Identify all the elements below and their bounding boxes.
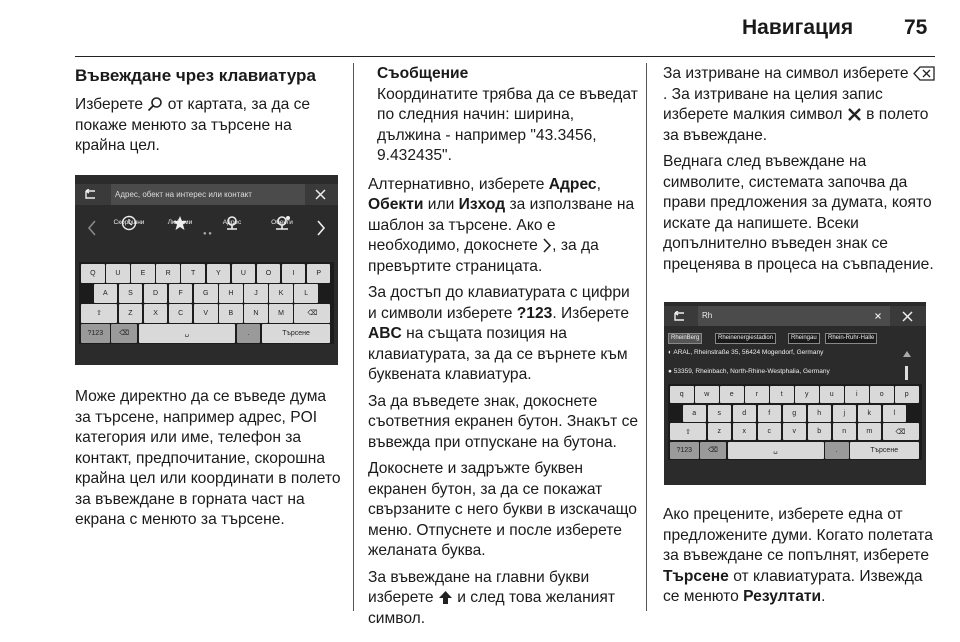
- header-rule: [75, 56, 935, 57]
- dot-key[interactable]: .: [825, 442, 849, 459]
- key[interactable]: p: [895, 386, 919, 403]
- favourite-label: Обекти: [271, 219, 293, 226]
- close-icon: [847, 107, 862, 122]
- key[interactable]: d: [733, 405, 757, 422]
- key[interactable]: q: [670, 386, 694, 403]
- key[interactable]: h: [808, 405, 832, 422]
- backspace-key[interactable]: ⌫: [883, 423, 919, 440]
- dot-key[interactable]: .: [237, 324, 261, 343]
- text: и след това желаният символ.: [368, 589, 615, 627]
- favourite-label: Любими: [167, 219, 193, 226]
- text: в полето за въвеждане.: [663, 106, 929, 144]
- key[interactable]: g: [783, 405, 807, 422]
- close-icon[interactable]: [315, 189, 326, 200]
- text: за използване на шаблон за търсене. Ако е необходимо, докоснете: [368, 196, 635, 254]
- chevron-left-icon[interactable]: [87, 220, 97, 236]
- language-key[interactable]: ⌫: [700, 442, 726, 459]
- key[interactable]: B: [219, 304, 243, 323]
- shift-key[interactable]: ⇧: [670, 423, 706, 440]
- chevron-right-icon: [542, 238, 552, 253]
- paragraph: [368, 175, 640, 278]
- key[interactable]: s: [708, 405, 732, 422]
- paragraph: Веднага след въвеждане на символите, системата започва да прави предложения за думата, която искате да напишете. Всеки допълнително въведен знак се преценява в процеса на съвпадение.: [663, 153, 934, 273]
- search-bar: [75, 184, 338, 205]
- text: .: [821, 588, 826, 605]
- space-key[interactable]: ␣: [139, 324, 235, 343]
- key[interactable]: V: [194, 304, 218, 323]
- key[interactable]: e: [720, 386, 744, 403]
- key[interactable]: Z: [119, 304, 143, 323]
- key[interactable]: x: [733, 423, 757, 440]
- search-key[interactable]: Търсене: [262, 324, 331, 343]
- right-column: [663, 64, 935, 281]
- text: Изберете: [75, 96, 148, 113]
- backspace-icon: [913, 66, 935, 81]
- suggestion-row[interactable]: ● 53359, Rheinbach, North-Rhine-Westphalia, Germany: [668, 368, 830, 375]
- column-divider: [646, 63, 647, 611]
- text: Алтернативно, изберете: [368, 175, 549, 193]
- suggestion-text: 53359, Rheinbach, North-Rhine-Westphalia, Germany: [673, 368, 830, 375]
- paragraph: [663, 505, 935, 608]
- scrollbar[interactable]: [905, 366, 908, 380]
- column-divider: [353, 63, 354, 611]
- key[interactable]: L: [294, 284, 318, 303]
- key[interactable]: M: [269, 304, 293, 323]
- suggestion-chip[interactable]: Rheinenergiestadion: [715, 333, 776, 344]
- key[interactable]: K: [269, 284, 293, 303]
- key[interactable]: O: [257, 264, 281, 283]
- search-input[interactable]: Rh: [698, 306, 890, 326]
- paragraph: [368, 283, 640, 386]
- keyboard: [79, 262, 334, 344]
- note-box: [368, 64, 640, 167]
- text: . За изтриване на целия запис изберете малкия символ: [663, 85, 883, 123]
- close-icon[interactable]: [902, 311, 913, 322]
- key[interactable]: N: [244, 304, 268, 323]
- key[interactable]: z: [708, 423, 732, 440]
- text: За достъп до клавиатурата с цифри и символи изберете: [368, 284, 630, 322]
- text: . Изберете: [552, 304, 630, 322]
- key[interactable]: H: [219, 284, 243, 303]
- left-column: [75, 65, 340, 163]
- suggestion-text: ARAL, Rheinstraße 35, 56424 Mogendorf, Germany: [673, 349, 824, 356]
- bold-term: Изход: [458, 196, 506, 213]
- bold-term: Обекти: [368, 196, 424, 213]
- bold-term: Резултати: [743, 588, 822, 605]
- shift-key[interactable]: ⇧: [81, 304, 117, 323]
- bold-term: Адрес: [548, 175, 597, 193]
- middle-column: [368, 64, 640, 635]
- text: от клавиатурата. Извежда се менюто: [663, 567, 923, 605]
- text: За изтриване на символ изберете: [663, 65, 913, 82]
- key[interactable]: b: [808, 423, 832, 440]
- note-text: Координатите трябва да се въведат по следния начин: ширина, дължина - например "43.3456, 9.432435".: [377, 85, 638, 164]
- note-title: Съобщение: [377, 65, 469, 82]
- bold-term: Търсене: [663, 567, 729, 585]
- key[interactable]: I: [282, 264, 306, 283]
- search-input[interactable]: Адрес, обект на интерес или контакт: [111, 184, 305, 205]
- bold-term: ?123: [516, 304, 553, 322]
- key[interactable]: l: [883, 405, 907, 422]
- favourite-label: Скорошни: [113, 219, 145, 226]
- key[interactable]: o: [870, 386, 894, 403]
- key[interactable]: v: [783, 423, 807, 440]
- key[interactable]: a: [683, 405, 707, 422]
- paragraph: За да въведете знак, докоснете съответния екранен бутон. Знакът се въвежда при отпускане на бутона.: [368, 392, 639, 451]
- back-icon: [83, 189, 97, 199]
- text: Ако прецените, изберете една от предложените думи. Когато полетата за въвеждане се попълнят, изберете: [663, 506, 933, 564]
- chevron-right-icon[interactable]: [316, 220, 326, 236]
- key[interactable]: t: [770, 386, 794, 403]
- keyboard: [668, 384, 922, 460]
- key[interactable]: f: [758, 405, 782, 422]
- key[interactable]: A: [94, 284, 118, 303]
- text: , за да превъртите страницата.: [368, 237, 599, 275]
- key[interactable]: m: [858, 423, 882, 440]
- symbols-key[interactable]: ?123: [670, 442, 699, 459]
- page-title: Навигация: [742, 16, 854, 39]
- key[interactable]: P: [307, 264, 331, 283]
- section-heading: Въвеждане чрез клавиатура: [75, 66, 316, 85]
- text: на същата позиция на клавиатурата, за да се върнете към буквената клавиатура.: [368, 325, 628, 383]
- key[interactable]: c: [758, 423, 782, 440]
- suggestion-chip[interactable]: Rheingau: [788, 333, 820, 344]
- key[interactable]: j: [833, 405, 857, 422]
- page-dots: ● ●: [203, 231, 212, 237]
- key[interactable]: u: [820, 386, 844, 403]
- key[interactable]: G: [194, 284, 218, 303]
- search-bar: [664, 306, 926, 326]
- key[interactable]: J: [244, 284, 268, 303]
- key[interactable]: U: [106, 264, 130, 283]
- key[interactable]: F: [169, 284, 193, 303]
- key[interactable]: i: [845, 386, 869, 403]
- bold-term: ABC: [368, 325, 402, 342]
- search-key[interactable]: Търсене: [850, 442, 919, 459]
- key[interactable]: X: [144, 304, 168, 323]
- paragraph: [663, 64, 935, 146]
- key[interactable]: E: [131, 264, 155, 283]
- key[interactable]: Y: [207, 264, 231, 283]
- key[interactable]: D: [144, 284, 168, 303]
- key[interactable]: y: [795, 386, 819, 403]
- text: За въвеждане на главни букви изберете: [368, 568, 590, 606]
- suggestion-row[interactable]: ◐ ARAL, Rheinstraße 35, 56424 Mogendorf, Germany: [668, 349, 824, 356]
- paragraph: Може директно да се въведе дума за търсене, например адрес, POI категория или име, телефон за контакт, предпочитание, скорошна крайна цел или координати в полето за въвеждане в горната част на екрана с менюто за търсене.: [75, 388, 341, 528]
- left-column-bottom: [75, 387, 341, 537]
- suggestion-chip[interactable]: Rhein-Ruhr-Halle: [825, 333, 877, 344]
- key[interactable]: U: [232, 264, 256, 283]
- language-key[interactable]: ⌫: [111, 324, 137, 343]
- favourite-label: Адрес: [222, 219, 242, 226]
- suggestion-chip[interactable]: RheinBerg: [668, 333, 702, 344]
- text: ,: [596, 175, 601, 193]
- back-icon: [672, 311, 686, 321]
- paragraph: Докоснете и задръжте буквен екранен бутон, за да се покажат свързаните с него букви в изскачащо меню. Отпуснете и после изберете желаната буква.: [368, 460, 637, 559]
- text: от картата, за да се покаже менюто за търсене на крайна цел.: [75, 96, 311, 154]
- space-key[interactable]: ␣: [728, 442, 824, 459]
- key[interactable]: r: [745, 386, 769, 403]
- key[interactable]: Q: [81, 264, 105, 283]
- key[interactable]: C: [169, 304, 193, 323]
- paragraph: [368, 568, 640, 630]
- suggestions-screen-screenshot: [664, 302, 926, 485]
- right-column-bottom: [663, 505, 935, 614]
- search-icon: [147, 96, 163, 112]
- search-screen-screenshot: [75, 175, 338, 365]
- symbols-key[interactable]: ?123: [81, 324, 110, 343]
- backspace-key[interactable]: ⌫: [294, 304, 330, 323]
- scroll-up-icon[interactable]: [902, 350, 912, 358]
- shift-arrow-icon: [438, 590, 453, 605]
- key[interactable]: R: [156, 264, 180, 283]
- text: или: [423, 196, 459, 213]
- key[interactable]: S: [119, 284, 143, 303]
- paragraph: [75, 95, 340, 157]
- key[interactable]: T: [181, 264, 205, 283]
- clear-icon[interactable]: [875, 313, 881, 319]
- key[interactable]: k: [858, 405, 882, 422]
- key[interactable]: n: [833, 423, 857, 440]
- key[interactable]: w: [695, 386, 719, 403]
- page-number: 75: [904, 16, 928, 39]
